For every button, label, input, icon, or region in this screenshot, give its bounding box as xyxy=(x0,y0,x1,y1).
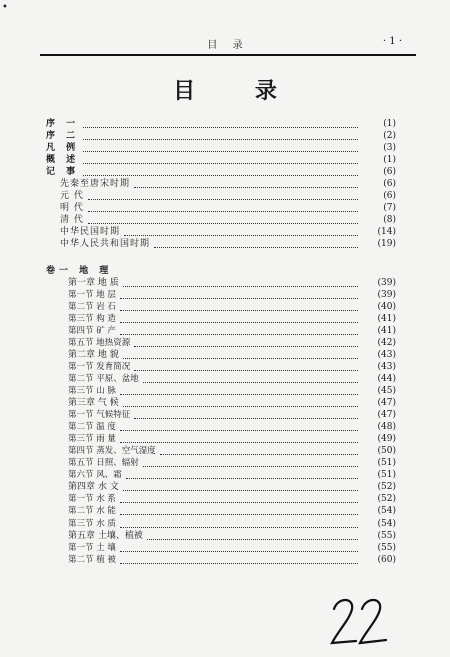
toc-entry-page: (6) xyxy=(383,167,396,178)
toc-entry-title: 第一节 地 层 xyxy=(68,289,116,300)
toc-entry[interactable] xyxy=(46,166,396,178)
toc-entry-title: 中华民国时期 xyxy=(60,227,121,238)
running-header-title: 目 录 xyxy=(207,40,249,51)
toc-entry-page: (47) xyxy=(377,410,396,421)
toc-entry-page: (1) xyxy=(383,155,396,166)
toc-dot-leader xyxy=(88,198,358,200)
toc-dot-leader xyxy=(120,321,358,323)
toc-entry-page: (42) xyxy=(377,337,396,348)
toc-entry[interactable] xyxy=(46,202,396,214)
toc-entry-page: (52) xyxy=(377,494,396,505)
toc-entry[interactable] xyxy=(46,542,396,554)
toc-entry-title: 第一章 地 质 xyxy=(68,277,119,288)
toc-entry[interactable] xyxy=(46,190,396,202)
toc-entry[interactable] xyxy=(46,214,396,226)
toc-entry[interactable] xyxy=(46,289,396,301)
toc-entry-title: 第一节 气候特征 xyxy=(68,410,131,421)
corner-mark: • xyxy=(2,2,8,13)
toc-entry-title: 第四章 水 文 xyxy=(68,482,119,493)
toc-entry-page: (8) xyxy=(383,215,396,226)
toc-entry[interactable] xyxy=(46,349,396,361)
toc-dot-leader xyxy=(123,405,358,407)
toc-entry-page: (6) xyxy=(383,179,396,190)
toc-entry[interactable] xyxy=(46,554,396,566)
toc-entry-page: (43) xyxy=(377,349,396,360)
toc-dot-leader xyxy=(123,357,358,359)
toc-dot-leader xyxy=(143,465,358,467)
toc-entry-page: (55) xyxy=(377,542,396,553)
toc-entry-title: 中华人民共和国时期 xyxy=(60,239,151,250)
toc-entry[interactable] xyxy=(46,433,396,445)
toc-entry-page: (44) xyxy=(377,373,396,384)
toc-entry[interactable] xyxy=(46,178,396,190)
toc-dot-leader xyxy=(123,489,358,491)
toc-entry-title: 明 代 xyxy=(60,203,84,214)
table-of-contents xyxy=(46,118,396,566)
toc-entry[interactable] xyxy=(46,505,396,517)
toc-entry[interactable] xyxy=(46,301,396,313)
toc-dot-leader xyxy=(120,429,358,431)
toc-entry-title: 第六节 风、霜 xyxy=(68,470,122,481)
toc-entry-title: 第二节 岩 石 xyxy=(68,301,116,312)
toc-dot-leader xyxy=(126,477,358,479)
toc-entry-title: 第三章 气 候 xyxy=(68,398,119,409)
toc-entry-title: 第二节 温 度 xyxy=(68,422,116,433)
toc-entry[interactable] xyxy=(46,313,396,325)
toc-dot-leader xyxy=(120,550,358,552)
toc-entry[interactable] xyxy=(46,469,396,481)
toc-entry-title: 第一节 土 壤 xyxy=(68,542,116,553)
toc-entry[interactable] xyxy=(46,238,396,250)
toc-entry-title: 第一节 水 系 xyxy=(68,494,116,505)
toc-dot-leader xyxy=(134,417,358,419)
toc-entry[interactable] xyxy=(46,518,396,530)
toc-dot-leader xyxy=(134,345,358,347)
running-header xyxy=(40,30,416,56)
toc-entry[interactable] xyxy=(46,385,396,397)
toc-entry-page: (41) xyxy=(377,313,396,324)
toc-entry-page: (2) xyxy=(383,131,396,142)
toc-dot-leader xyxy=(83,162,358,164)
toc-entry[interactable] xyxy=(46,154,396,166)
toc-entry-page: (43) xyxy=(377,361,396,372)
toc-entry-title: 元 代 xyxy=(60,191,84,202)
toc-entry-page: (50) xyxy=(377,446,396,457)
toc-entry-title: 第二节 植 被 xyxy=(68,554,116,565)
toc-dot-leader xyxy=(143,381,358,383)
toc-dot-leader xyxy=(123,285,358,287)
toc-entry-page: (39) xyxy=(377,277,396,288)
toc-dot-leader xyxy=(124,234,358,236)
toc-entry-title: 第二节 平原、盆地 xyxy=(68,373,139,384)
toc-entry-page: (54) xyxy=(377,518,396,529)
toc-entry[interactable] xyxy=(46,373,396,385)
toc-entry-page: (7) xyxy=(383,203,396,214)
toc-entry-title: 第四节 蒸发、空气湿度 xyxy=(68,446,156,457)
toc-dot-leader xyxy=(83,126,358,128)
toc-entry-page: (51) xyxy=(377,458,396,469)
toc-dot-leader xyxy=(120,309,358,311)
toc-dot-leader xyxy=(120,501,358,503)
toc-entry-page: (51) xyxy=(377,470,396,481)
toc-entry-page: (55) xyxy=(377,530,396,541)
toc-entry-title: 第五章 土壤、植被 xyxy=(68,530,143,541)
toc-entry-page: (39) xyxy=(377,289,396,300)
toc-entry-title: 第二节 水 能 xyxy=(68,506,116,517)
toc-entry-title: 概 述 xyxy=(46,155,80,166)
running-header-page-number: · 1 · xyxy=(382,36,402,47)
toc-entry-page: (41) xyxy=(377,325,396,336)
toc-entry-title: 清 代 xyxy=(60,215,84,226)
toc-entry[interactable] xyxy=(46,325,396,337)
toc-dot-leader xyxy=(88,210,358,212)
toc-entry-title: 第三节 雨 量 xyxy=(68,434,116,445)
toc-entry-page: (49) xyxy=(377,434,396,445)
toc-entry[interactable] xyxy=(46,361,396,373)
toc-entry-title: 第三节 山 脉 xyxy=(68,386,116,396)
toc-entry[interactable] xyxy=(46,457,396,469)
toc-dot-leader xyxy=(120,297,358,299)
toc-entry[interactable] xyxy=(46,481,396,493)
toc-entry[interactable] xyxy=(46,277,396,289)
toc-entry-title: 先秦至唐宋时期 xyxy=(60,179,131,190)
toc-entry[interactable] xyxy=(46,265,396,277)
toc-dot-leader xyxy=(83,138,358,140)
toc-dot-leader xyxy=(134,186,358,188)
toc-entry-page: (60) xyxy=(377,554,396,565)
toc-entry-title: 第三节 水 质 xyxy=(68,518,116,529)
toc-entry-title: 序 一 xyxy=(46,119,80,130)
toc-entry-title: 第五节 地热资源 xyxy=(68,337,131,348)
toc-entry-page: (45) xyxy=(377,386,396,396)
toc-entry-title: 第二章 地 貌 xyxy=(68,349,119,360)
toc-entry[interactable] xyxy=(46,409,396,421)
toc-entry-title: 第五节 日照、辐射 xyxy=(68,458,139,469)
page-title: 目 录 xyxy=(173,79,303,104)
toc-entry[interactable] xyxy=(46,337,396,349)
toc-entry[interactable] xyxy=(46,397,396,409)
toc-entry-page: (47) xyxy=(377,398,396,409)
toc-dot-leader xyxy=(120,393,358,395)
toc-dot-leader xyxy=(83,150,358,152)
toc-dot-leader xyxy=(120,562,358,564)
toc-entry-page: (19) xyxy=(377,239,396,250)
toc-entry-page: (14) xyxy=(377,227,396,238)
toc-dot-leader xyxy=(120,441,358,443)
toc-entry[interactable] xyxy=(46,118,396,130)
toc-dot-leader xyxy=(160,453,358,455)
toc-dot-leader xyxy=(120,526,358,528)
toc-entry[interactable] xyxy=(46,421,396,433)
toc-entry[interactable] xyxy=(46,130,396,142)
toc-dot-leader xyxy=(120,333,358,335)
toc-entry-title: 序 二 xyxy=(46,131,80,142)
toc-entry[interactable] xyxy=(46,226,396,238)
toc-entry-page: (54) xyxy=(377,506,396,517)
toc-entry-title: 记 事 xyxy=(46,167,80,178)
toc-entry-title: 第三节 构 造 xyxy=(68,313,116,324)
toc-dot-leader xyxy=(154,246,358,248)
toc-entry-page: (3) xyxy=(383,143,396,154)
toc-entry-page: (6) xyxy=(383,191,396,202)
toc-entry-title: 第四节 矿 产 xyxy=(68,325,116,336)
toc-entry-title: 凡 例 xyxy=(46,143,80,154)
toc-entry[interactable] xyxy=(46,493,396,505)
toc-entry-page: (52) xyxy=(377,482,396,493)
toc-dot-leader xyxy=(134,369,358,371)
toc-entry[interactable] xyxy=(46,530,396,542)
toc-dot-leader xyxy=(147,538,358,540)
toc-entry[interactable] xyxy=(46,445,396,457)
toc-entry-page: (48) xyxy=(377,422,396,433)
toc-entry-page: (1) xyxy=(383,119,396,130)
toc-entry[interactable] xyxy=(46,142,396,154)
toc-dot-leader xyxy=(88,222,358,224)
toc-entry-title: 卷一 地 理 xyxy=(46,265,113,276)
handwritten-page-note xyxy=(330,595,390,651)
toc-dot-leader xyxy=(120,513,358,515)
toc-entry-page: (40) xyxy=(377,301,396,312)
toc-entry-title: 第一节 发育简况 xyxy=(68,361,131,372)
toc-dot-leader xyxy=(83,174,358,176)
